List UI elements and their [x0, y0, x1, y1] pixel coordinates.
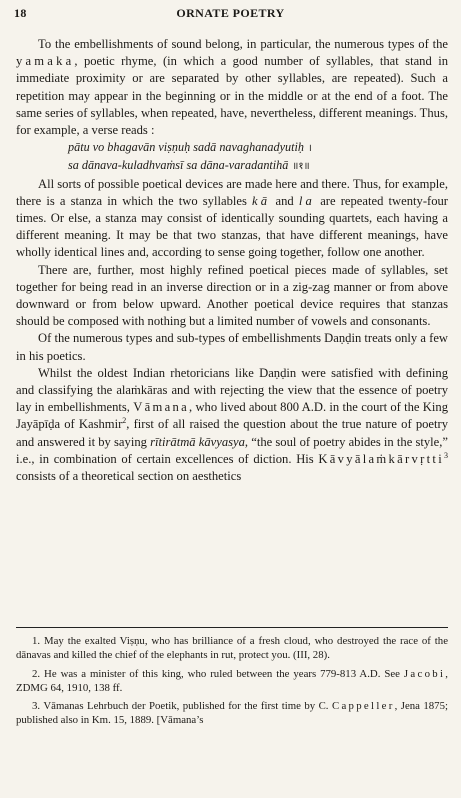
footnote-1: 1. May the exalted Viṣṇu, who has brilliance of a fresh cloud, who destroyed the race of the dānavas and killed the chief of the elephants in rut, protect you. (III, 28). — [16, 635, 448, 662]
paragraph-dandin: Of the numerous types and sub-types of embellishments Daṇḍin treats only a few in his poetics. — [16, 331, 448, 363]
page-number: 18 — [14, 6, 27, 20]
footnote-3: 3. Vāmanas Lehrbuch der Poetik, published for the first time by C. Cappeller, Jena 1875; published also in Km. 15, 1889. [Vāmana’s — [16, 700, 448, 727]
quote-ritiratma: rītirātmā kāvyasya — [150, 434, 245, 449]
author-jacobi: Jacobi — [403, 667, 446, 680]
author-cappeller: Cappeller — [331, 700, 395, 713]
syllable-la: la — [298, 193, 316, 208]
term-yamaka: yamaka — [16, 54, 75, 69]
page-header — [14, 6, 447, 22]
paragraph-vamana: Whilst the oldest Indian rhetoricians like Daṇḍin were satisfied with defining and classifying the alaṁkāras and with rejecting the view that the essence of poetry lay in embellishments, Vāmana, who lived about 800 A.D. in the court of the King Jayāpīḍa of Kashmir$^2$, first of all raised the question about the true nature of poetry and answered it by saying rītirātmā kāvyasya, “the soul of poetry abides in the style,” i.e., in combination of certain excellences of diction. His Kāvyālaṁkārvṛtti$^3$ consists of a theoretical section on aesthetics — [16, 365, 449, 484]
paragraph-yamaka: To the embellishments of sound belong, in particular, the numerous types of the yamaka, poetic rhyme, (in which a good number of syllables, that stand in immediate proximity or are separated by other syllables, are repeated). Such a repetition may appear in the beginning or in the middle or at the end of a foot. The same series of syllables, when repeated, have, nevertheless, different meanings. Thus, for example, a verse reads : — [16, 37, 448, 138]
footnotes — [16, 627, 448, 732]
work-title-kavyalamkara: Kāvyālaṁkārvṛtti — [318, 451, 444, 466]
footnote-2: 2. He was a minister of this king, who ruled between the years 779-813 A.D. See Jacobi, ZDMG 64, 1910, 138 ff. — [16, 667, 448, 694]
name-vamana: Vāmana — [133, 400, 190, 415]
main-text — [16, 36, 448, 485]
paragraph-devices: All sorts of possible poetical devices are made here and there. Thus, for example, there is a stanza in which the two syllables kā and la are repeated twenty-four times. Or else, a stanza may consist of identically sounding quartets, each having a different meaning. It may be that two stanzas, that have different meanings, have wholly identical lines and, according to sense going together, follow one another. — [16, 176, 448, 260]
paragraph-refined-pieces: There are, further, most highly refined poetical pieces made of syllables, set together for being read in an inverse direction or in a zig-zag manner or from above downward or from below upward. Another poetical device requires that stanzas should be composed with nothing but a limited number of vowels and consonants. — [16, 262, 448, 329]
verse-quote — [68, 139, 448, 175]
verse-line-1: pātu vo bhagavān viṣṇuḥ sadā navaghanadyutiḥ । — [68, 140, 312, 155]
syllable-ka: kā — [252, 193, 271, 208]
running-title: ORNATE POETRY — [176, 6, 285, 20]
verse-line-2: sa dānava-kuladhvaṁsī sa dāna-varadantihā ॥१॥ — [68, 158, 310, 173]
footnote-ref-2: 2 — [122, 416, 127, 426]
footnote-ref-3: 3 — [444, 450, 448, 460]
